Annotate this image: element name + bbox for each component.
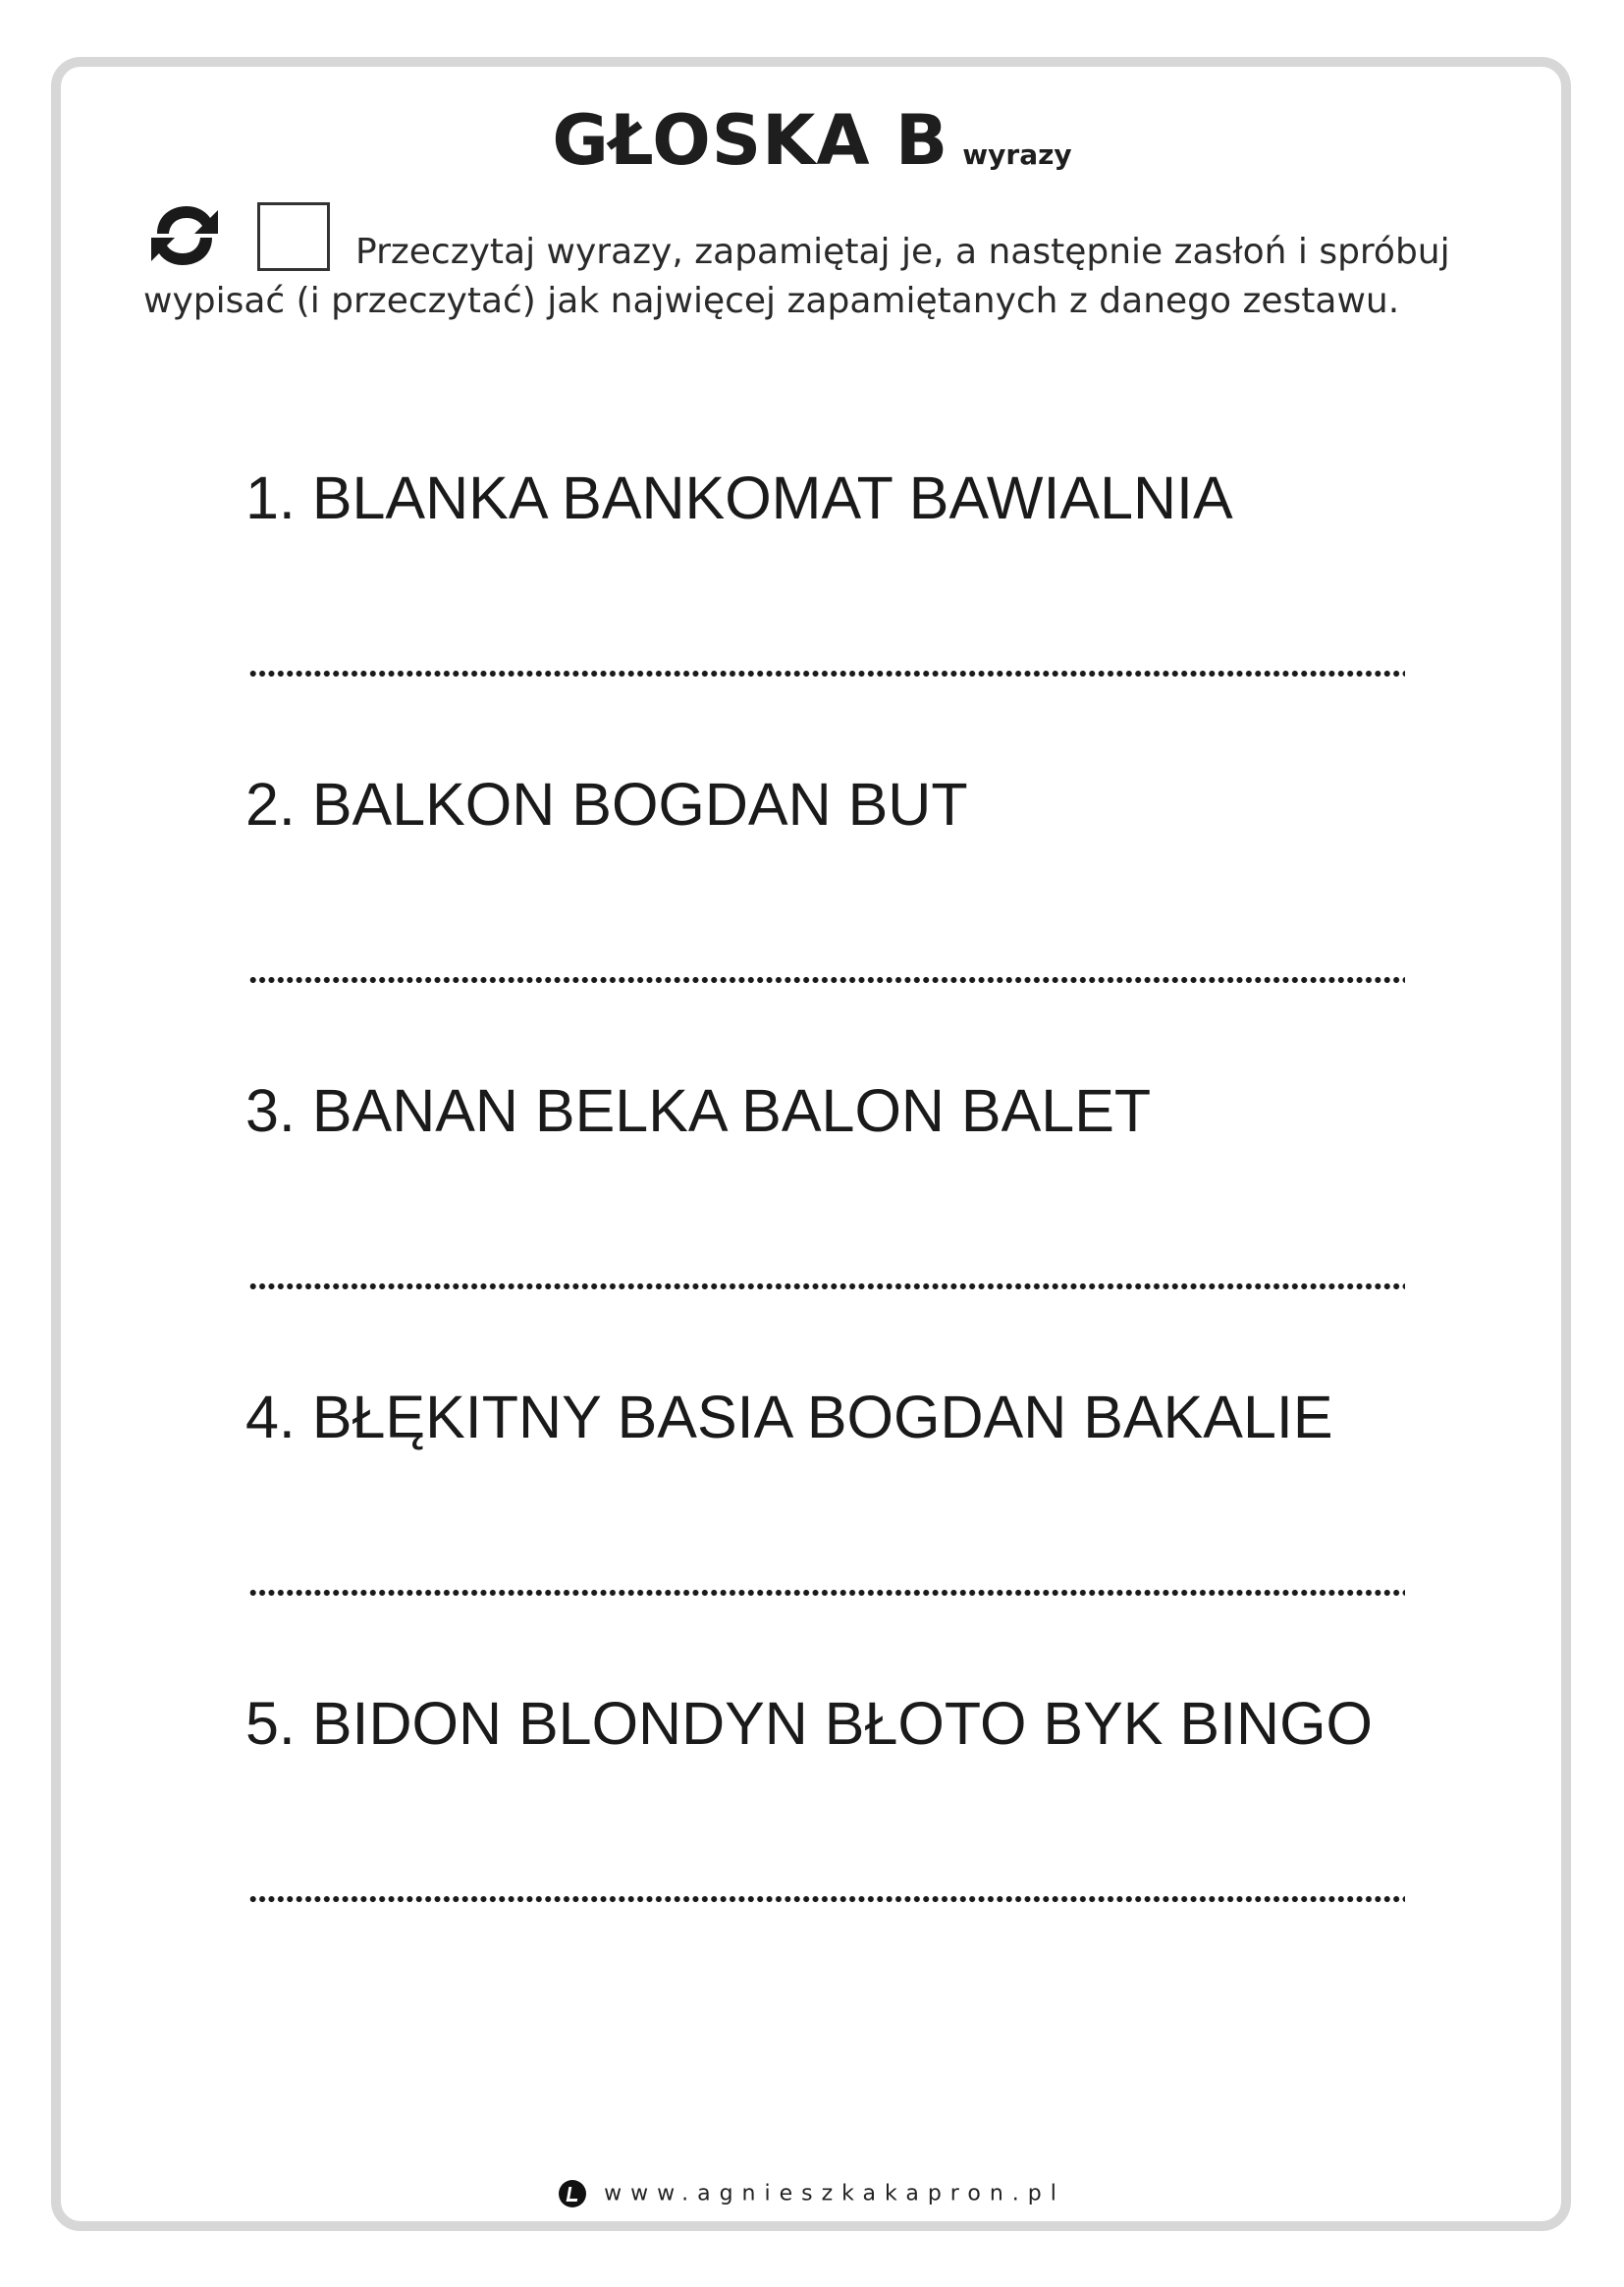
- word-set-1: 1. BLANKA BANKOMAT BAWIALNIA: [245, 464, 1233, 531]
- answer-line-5[interactable]: [248, 1895, 1405, 1903]
- page-title: GŁOSKA B: [552, 100, 949, 181]
- word-set-4: 4. BŁĘKITNY BASIA BOGDAN BAKALIE: [245, 1384, 1333, 1450]
- header: [0, 100, 1624, 181]
- word-set-2: 2. BALKON BOGDAN BUT: [245, 771, 968, 838]
- done-checkbox[interactable]: [257, 202, 330, 271]
- answer-line-2[interactable]: [248, 976, 1405, 984]
- answer-line-3[interactable]: [248, 1282, 1405, 1290]
- instruction-line-2: wypisać (i przeczytać) jak najwięcej zapamiętanych z danego zestawu.: [143, 281, 1400, 321]
- footer-url: www.agnieszkakapron.pl: [604, 2181, 1065, 2206]
- word-set-5: 5. BIDON BLONDYN BŁOTO BYK BINGO: [245, 1690, 1374, 1757]
- word-set-3: 3. BANAN BELKA BALON BALET: [245, 1077, 1152, 1144]
- repeat-arrows-icon: [145, 196, 224, 275]
- answer-line-1[interactable]: [248, 670, 1405, 678]
- instruction-line-1: Przeczytaj wyrazy, zapamiętaj je, a następnie zasłoń i spróbuj: [355, 232, 1450, 272]
- footer: [0, 2180, 1624, 2207]
- page-subtitle: wyrazy: [962, 138, 1072, 171]
- brand-logo-icon: [559, 2180, 586, 2207]
- answer-line-4[interactable]: [248, 1589, 1405, 1597]
